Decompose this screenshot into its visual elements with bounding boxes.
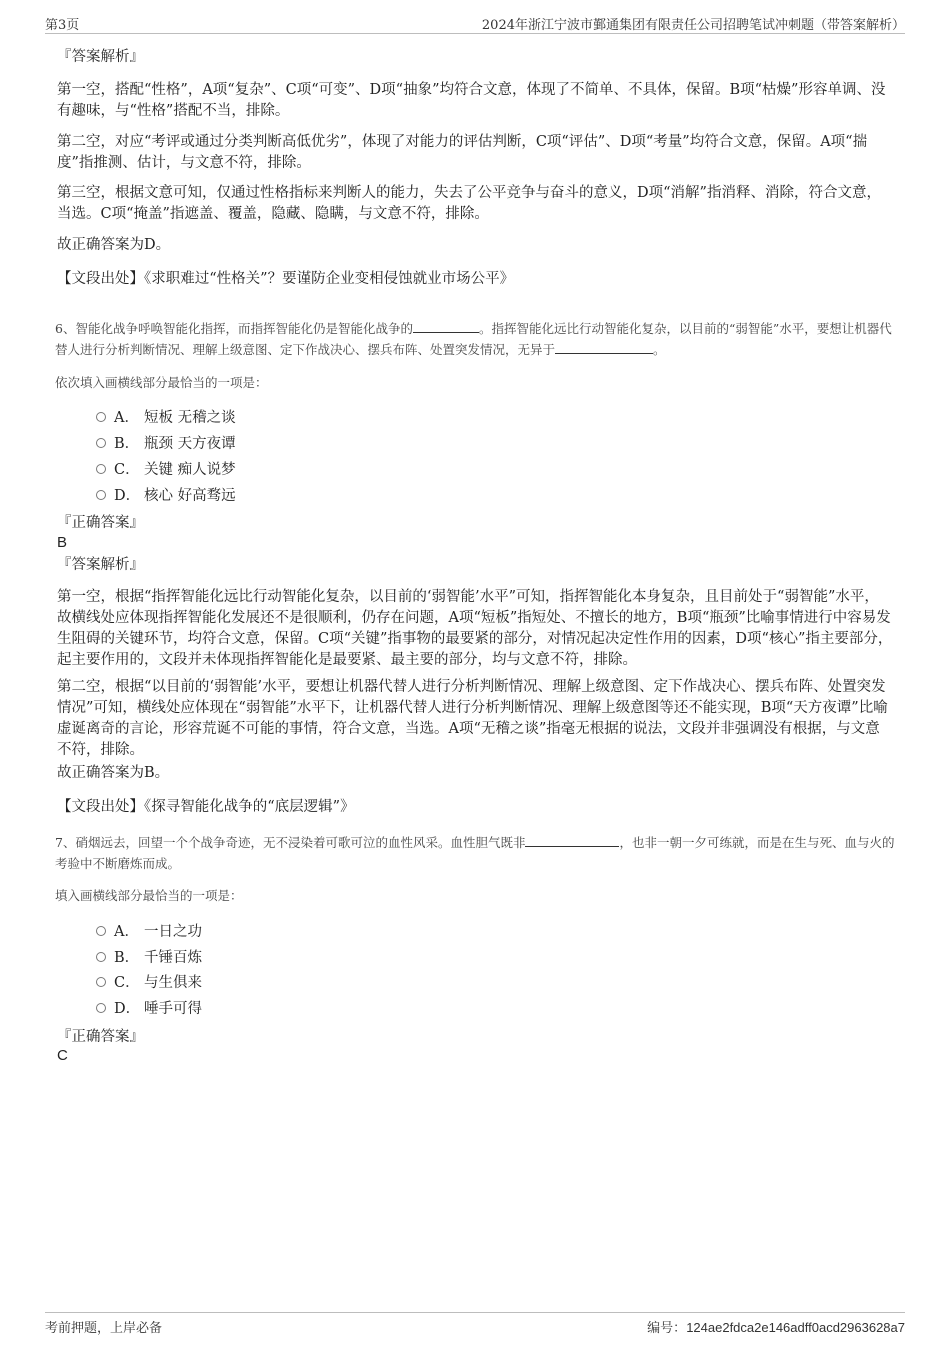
option-text: 唾手可得 bbox=[144, 1001, 202, 1017]
q6-stem bbox=[55, 318, 895, 360]
option-text: 核心 好高骛远 bbox=[144, 488, 236, 504]
page-header bbox=[45, 14, 905, 34]
option-letter: C． bbox=[114, 975, 140, 991]
q6-analysis-p1: 第一空，根据“指挥智能化远比行动智能化复杂，以目前的‘弱智能’水平”可知，指挥智能化本身复杂，且目前处于“弱智能”水平，故横线处应体现指挥智能化发展还不是很顺利，仍存在问题，A项“短板”指短处、不擅长的地方，B项“瓶颈”比喻事情进行中容易发生阻碍的关键环节，均符合文意，保留。C项“关键”指事物的最要紧的部分，对情况起决定性作用的因素，D项“核心”指主要部分，起主要作用的，文段并未体现指挥智能化是最要紧、最主要的部分，均与文意不符，排除。 bbox=[57, 589, 893, 668]
q5-analysis-p2: 第二空，对应“考评或通过分类判断高低优劣”，体现了对能力的评估判断，C项“评估”、D项“考量”均符合文意，保留。A项“揣度”指推测、估计，与文意不符，排除。 bbox=[57, 134, 868, 171]
q6-conclusion: 故正确答案为B。 bbox=[57, 765, 170, 781]
q6-option-d[interactable] bbox=[96, 486, 236, 506]
q6-blank-1 bbox=[413, 321, 479, 333]
q7-answer-heading: 『正确答案』 bbox=[57, 1029, 144, 1045]
option-text: 与生俱来 bbox=[144, 975, 202, 991]
q6-analysis-p2: 第二空，根据“以目前的‘弱智能’水平，要想让机器代替人进行分析判断情况、理解上级意图、定下作战决心、摆兵布阵、处置突发情况”可知，横线处应体现在“弱智能”水平下，让机器代替人进行分析判断情况、理解上级意图等还不能实现，B项“天方夜谭”比喻虚诞离奇的言论，形容荒诞不可能的事情，符合文意，当选。A项“无稽之谈”指毫无根据的说法，文段并非强调没有根据，与文意不符，排除。 bbox=[57, 679, 888, 758]
q6-answer-heading: 『正确答案』 bbox=[57, 515, 144, 531]
q6-option-a[interactable] bbox=[96, 408, 236, 428]
q7-answer: C bbox=[57, 1047, 68, 1064]
q6-answer: B bbox=[57, 534, 68, 551]
q6-source: 【文段出处】《探寻智能化战争的“底层逻辑”》 bbox=[57, 799, 355, 815]
q6-stem-part2: 。指挥智能化远比行动智能化复杂，以目前的“弱智能”水平，要想让机器代替人进行分析判断情况、理解上级意图、定下作战决心、摆兵布阵、处置突发情况，无异于 bbox=[55, 321, 892, 357]
q6-option-b[interactable] bbox=[96, 434, 236, 454]
footer-code-label: 编号： bbox=[647, 1321, 687, 1336]
radio-icon[interactable] bbox=[96, 412, 106, 422]
footer-code bbox=[647, 1317, 905, 1336]
footer-slogan: 考前押题，上岸必备 bbox=[45, 1321, 163, 1336]
option-letter: A． bbox=[114, 924, 139, 940]
radio-icon[interactable] bbox=[96, 464, 106, 474]
radio-icon[interactable] bbox=[96, 952, 106, 962]
option-letter: A． bbox=[114, 410, 139, 426]
q7-blank-1 bbox=[525, 835, 619, 847]
q7-option-d[interactable] bbox=[96, 999, 202, 1019]
q5-analysis-heading: 『答案解析』 bbox=[57, 49, 144, 65]
option-letter: B． bbox=[114, 950, 140, 966]
q5-analysis-p1: 第一空，搭配“性格”，A项“复杂”、C项“可变”、D项“抽象”均符合文意，体现了不简单、不具体，保留。B项“枯燥”形容单调、没有趣味，与“性格”搭配不当，排除。 bbox=[57, 82, 886, 119]
radio-icon[interactable] bbox=[96, 977, 106, 987]
q7-option-b[interactable] bbox=[96, 948, 202, 968]
q5-conclusion: 故正确答案为D。 bbox=[57, 237, 171, 253]
option-letter: C． bbox=[114, 462, 140, 478]
option-letter: B． bbox=[114, 436, 140, 452]
option-letter: D． bbox=[114, 1001, 141, 1017]
q6-blank-2 bbox=[555, 342, 653, 354]
q6-instruction: 依次填入画横线部分最恰当的一项是： bbox=[55, 375, 268, 390]
option-text: 瓶颈 天方夜谭 bbox=[144, 436, 236, 452]
q6-stem-part3: 。 bbox=[653, 342, 666, 357]
q5-analysis-p3: 第三空，根据文意可知，仅通过性格指标来判断人的能力，失去了公平竞争与奋斗的意义，D项“消解”指消释、消除，符合文意，当选。C项“掩盖”指遮盖、覆盖，隐藏、隐瞒，与文意不符，排除。 bbox=[57, 185, 881, 222]
q7-option-a[interactable] bbox=[96, 922, 202, 942]
q6-analysis-heading: 『答案解析』 bbox=[57, 557, 144, 573]
q7-stem bbox=[55, 832, 895, 874]
option-text: 短板 无稽之谈 bbox=[144, 410, 236, 426]
option-text: 关键 痴人说梦 bbox=[144, 462, 236, 478]
option-text: 一日之功 bbox=[144, 924, 202, 940]
radio-icon[interactable] bbox=[96, 490, 106, 500]
page-number: 第3页 bbox=[45, 18, 80, 33]
radio-icon[interactable] bbox=[96, 438, 106, 448]
q7-option-c[interactable] bbox=[96, 973, 202, 993]
q7-stem-part1: 7、硝烟远去，回望一个个战争奇迹，无不浸染着可歌可泣的血性风采。血性胆气既非 bbox=[55, 835, 526, 850]
option-letter: D． bbox=[114, 488, 141, 504]
radio-icon[interactable] bbox=[96, 926, 106, 936]
q6-option-c[interactable] bbox=[96, 460, 236, 480]
q7-stem-part2: ，也非一朝一夕可练就，而是在生与死、血与火的考验中不断磨炼而成。 bbox=[55, 835, 895, 871]
page-footer bbox=[45, 1312, 905, 1334]
q6-stem-part1: 6、智能化战争呼唤智能化指挥，而指挥智能化仍是智能化战争的 bbox=[55, 321, 413, 336]
option-text: 千锤百炼 bbox=[144, 950, 202, 966]
q7-instruction: 填入画横线部分最恰当的一项是： bbox=[55, 888, 243, 903]
q5-source: 【文段出处】《求职难过“性格关”？要谨防企业变相侵蚀就业市场公平》 bbox=[57, 271, 515, 287]
radio-icon[interactable] bbox=[96, 1003, 106, 1013]
footer-code-value: 124ae2fdca2e146adff0acd2963628a7 bbox=[686, 1320, 905, 1335]
document-title: 2024年浙江宁波市鄞通集团有限责任公司招聘笔试冲刺题（带答案解析） bbox=[481, 18, 905, 33]
